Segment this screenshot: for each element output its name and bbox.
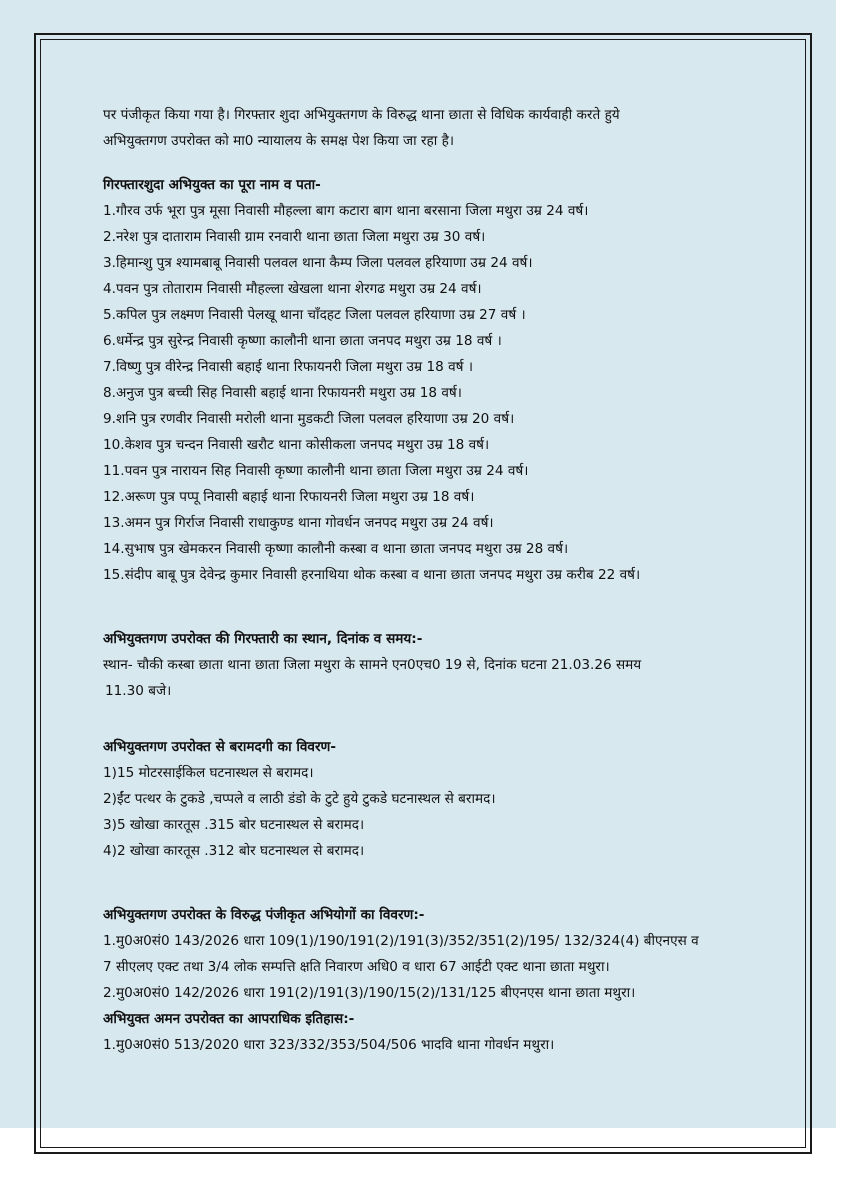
accused-item: 9.शनि पुत्र रणवीर निवासी मरोली थाना मुडकटी जिला पलवल हरियाणा उम्र 20 वर्ष। bbox=[103, 411, 515, 427]
accused-item: 14.सुभाष पुत्र खेमकरन निवासी कृष्णा कालौनी कस्बा व थाना छाता जनपद मथुरा उम्र 28 वर्ष। bbox=[103, 541, 569, 557]
intro-line: अभियुक्तगण उपरोक्त को मा0 न्यायालय के समक्ष पेश किया जा रहा है। bbox=[103, 133, 454, 149]
accused-item: 10.केशव पुत्र चन्दन निवासी खरौट थाना कोसीकला जनपद मथुरा उम्र 18 वर्ष। bbox=[103, 437, 490, 453]
recovery-item: 1)15 मोटरसाईकिल घटनास्थल से बरामद। bbox=[103, 765, 314, 781]
arrest-detail: 11.30 बजे। bbox=[105, 683, 172, 699]
accused-item: 12.अरूण पुत्र पप्पू निवासी बहाई थाना रिफायनरी जिला मथुरा उम्र 18 वर्ष। bbox=[103, 489, 475, 505]
history-heading: अभियुक्त अमन उपरोक्त का आपराधिक इतिहास:- bbox=[103, 1011, 355, 1027]
accused-item: 2.नरेश पुत्र दाताराम निवासी ग्राम रनवारी थाना छाता जिला मथुरा उम्र 30 वर्ष। bbox=[103, 229, 486, 245]
cases-heading: अभियुक्तगण उपरोक्त के विरुद्ध पंजीकृत अभियोगों का विवरण:- bbox=[103, 907, 425, 923]
accused-item: 5.कपिल पुत्र लक्ष्मण निवासी पेलखू थाना चाँदहट जिला पलवल हरियाणा उम्र 27 वर्ष । bbox=[103, 307, 526, 323]
arrest-heading: अभियुक्तगण उपरोक्त की गिरफ्तारी का स्थान, दिनांक व समय:- bbox=[103, 631, 423, 647]
recovery-item: 2)ईंट पत्थर के टुकडे ,चप्पले व लाठी डंडो के टुटे हुये टुकडे घटनास्थल से बरामद। bbox=[103, 791, 496, 807]
accused-item: 15.संदीप बाबू पुत्र देवेन्द्र कुमार निवासी हरनाथिया थोक कस्बा व थाना छाता जनपद मथुरा उम्र करीब 22 वर्ष। bbox=[103, 567, 641, 583]
case-line: 1.मु0अ0सं0 143/2026 धारा 109(1)/190/191(2)/191(3)/352/351(2)/195/ 132/324(4) बीएनएस व bbox=[103, 933, 699, 949]
accused-item: 11.पवन पुत्र नारायन सिह निवासी कृष्णा कालौनी थाना छाता जिला मथुरा उम्र 24 वर्ष। bbox=[103, 463, 529, 479]
recovery-list bbox=[103, 760, 753, 864]
case-line: 7 सीएलए एक्ट तथा 3/4 लोक सम्पत्ति क्षति निवारण अधि0 व धारा 67 आईटी एक्ट थाना छाता मथुरा। bbox=[103, 959, 610, 975]
arrest-detail: स्थान- चौकी कस्बा छाता थाना छाता जिला मथुरा के सामने एन0एच0 19 से, दिनांक घटना 21.03.26 समय bbox=[103, 657, 642, 673]
accused-item: 1.गौरव उर्फ भूरा पुत्र मूसा निवासी मौहल्ला बाग कटारा बाग थाना बरसाना जिला मथुरा उम्र 24 वर्ष। bbox=[103, 203, 589, 219]
accused-item: 7.विष्णु पुत्र वीरेन्द्र निवासी बहाई थाना रिफायनरी जिला मथुरा उम्र 18 वर्ष । bbox=[103, 359, 473, 375]
accused-item: 8.अनुज पुत्र बच्ची सिह निवासी बहाई थाना रिफायनरी मथुरा उम्र 18 वर्ष। bbox=[103, 385, 462, 401]
accused-item: 3.हिमान्शु पुत्र श्यामबाबू निवासी पलवल थाना कैम्प जिला पलवल हरियाणा उम्र 24 वर्ष। bbox=[103, 255, 533, 271]
case-line: 2.मु0अ0सं0 142/2026 धारा 191(2)/191(3)/190/15(2)/131/125 बीएनएस थाना छाता मथुरा। bbox=[103, 985, 636, 1001]
recovery-item: 4)2 खोखा कारतूस .312 बोर घटनास्थल से बरामद। bbox=[103, 843, 365, 859]
recovery-heading: अभियुक्तगण उपरोक्त से बरामदगी का विवरण- bbox=[103, 739, 336, 755]
recovery-item: 3)5 खोखा कारतूस .315 बोर घटनास्थल से बरामद। bbox=[103, 817, 365, 833]
accused-item: 4.पवन पुत्र तोताराम निवासी मौहल्ला खेखला थाना शेरगढ मथुरा उम्र 24 वर्ष। bbox=[103, 281, 482, 297]
accused-heading: गिरफ्तारशुदा अभियुक्त का पूरा नाम व पता- bbox=[103, 177, 321, 193]
accused-item: 6.धर्मेन्द्र पुत्र सुरेन्द्र निवासी कृष्णा कालौनी थाना छाता जनपद मथुरा उम्र 18 वर्ष । bbox=[103, 333, 502, 349]
accused-item: 13.अमन पुत्र गिर्राज निवासी राधाकुण्ड थाना गोवर्धन जनपद मथुरा उम्र 24 वर्ष। bbox=[103, 515, 494, 531]
history-line: 1.मु0अ0सं0 513/2020 धारा 323/332/353/504/506 भादवि थाना गोवर्धन मथुरा। bbox=[103, 1037, 555, 1053]
document-body bbox=[103, 102, 753, 1058]
accused-list bbox=[103, 198, 753, 588]
intro-line: पर पंजीकृत किया गया है। गिरफ्तार शुदा अभियुक्तगण के विरुद्ध थाना छाता से विधिक कार्यवाही करते हुये bbox=[103, 107, 620, 123]
